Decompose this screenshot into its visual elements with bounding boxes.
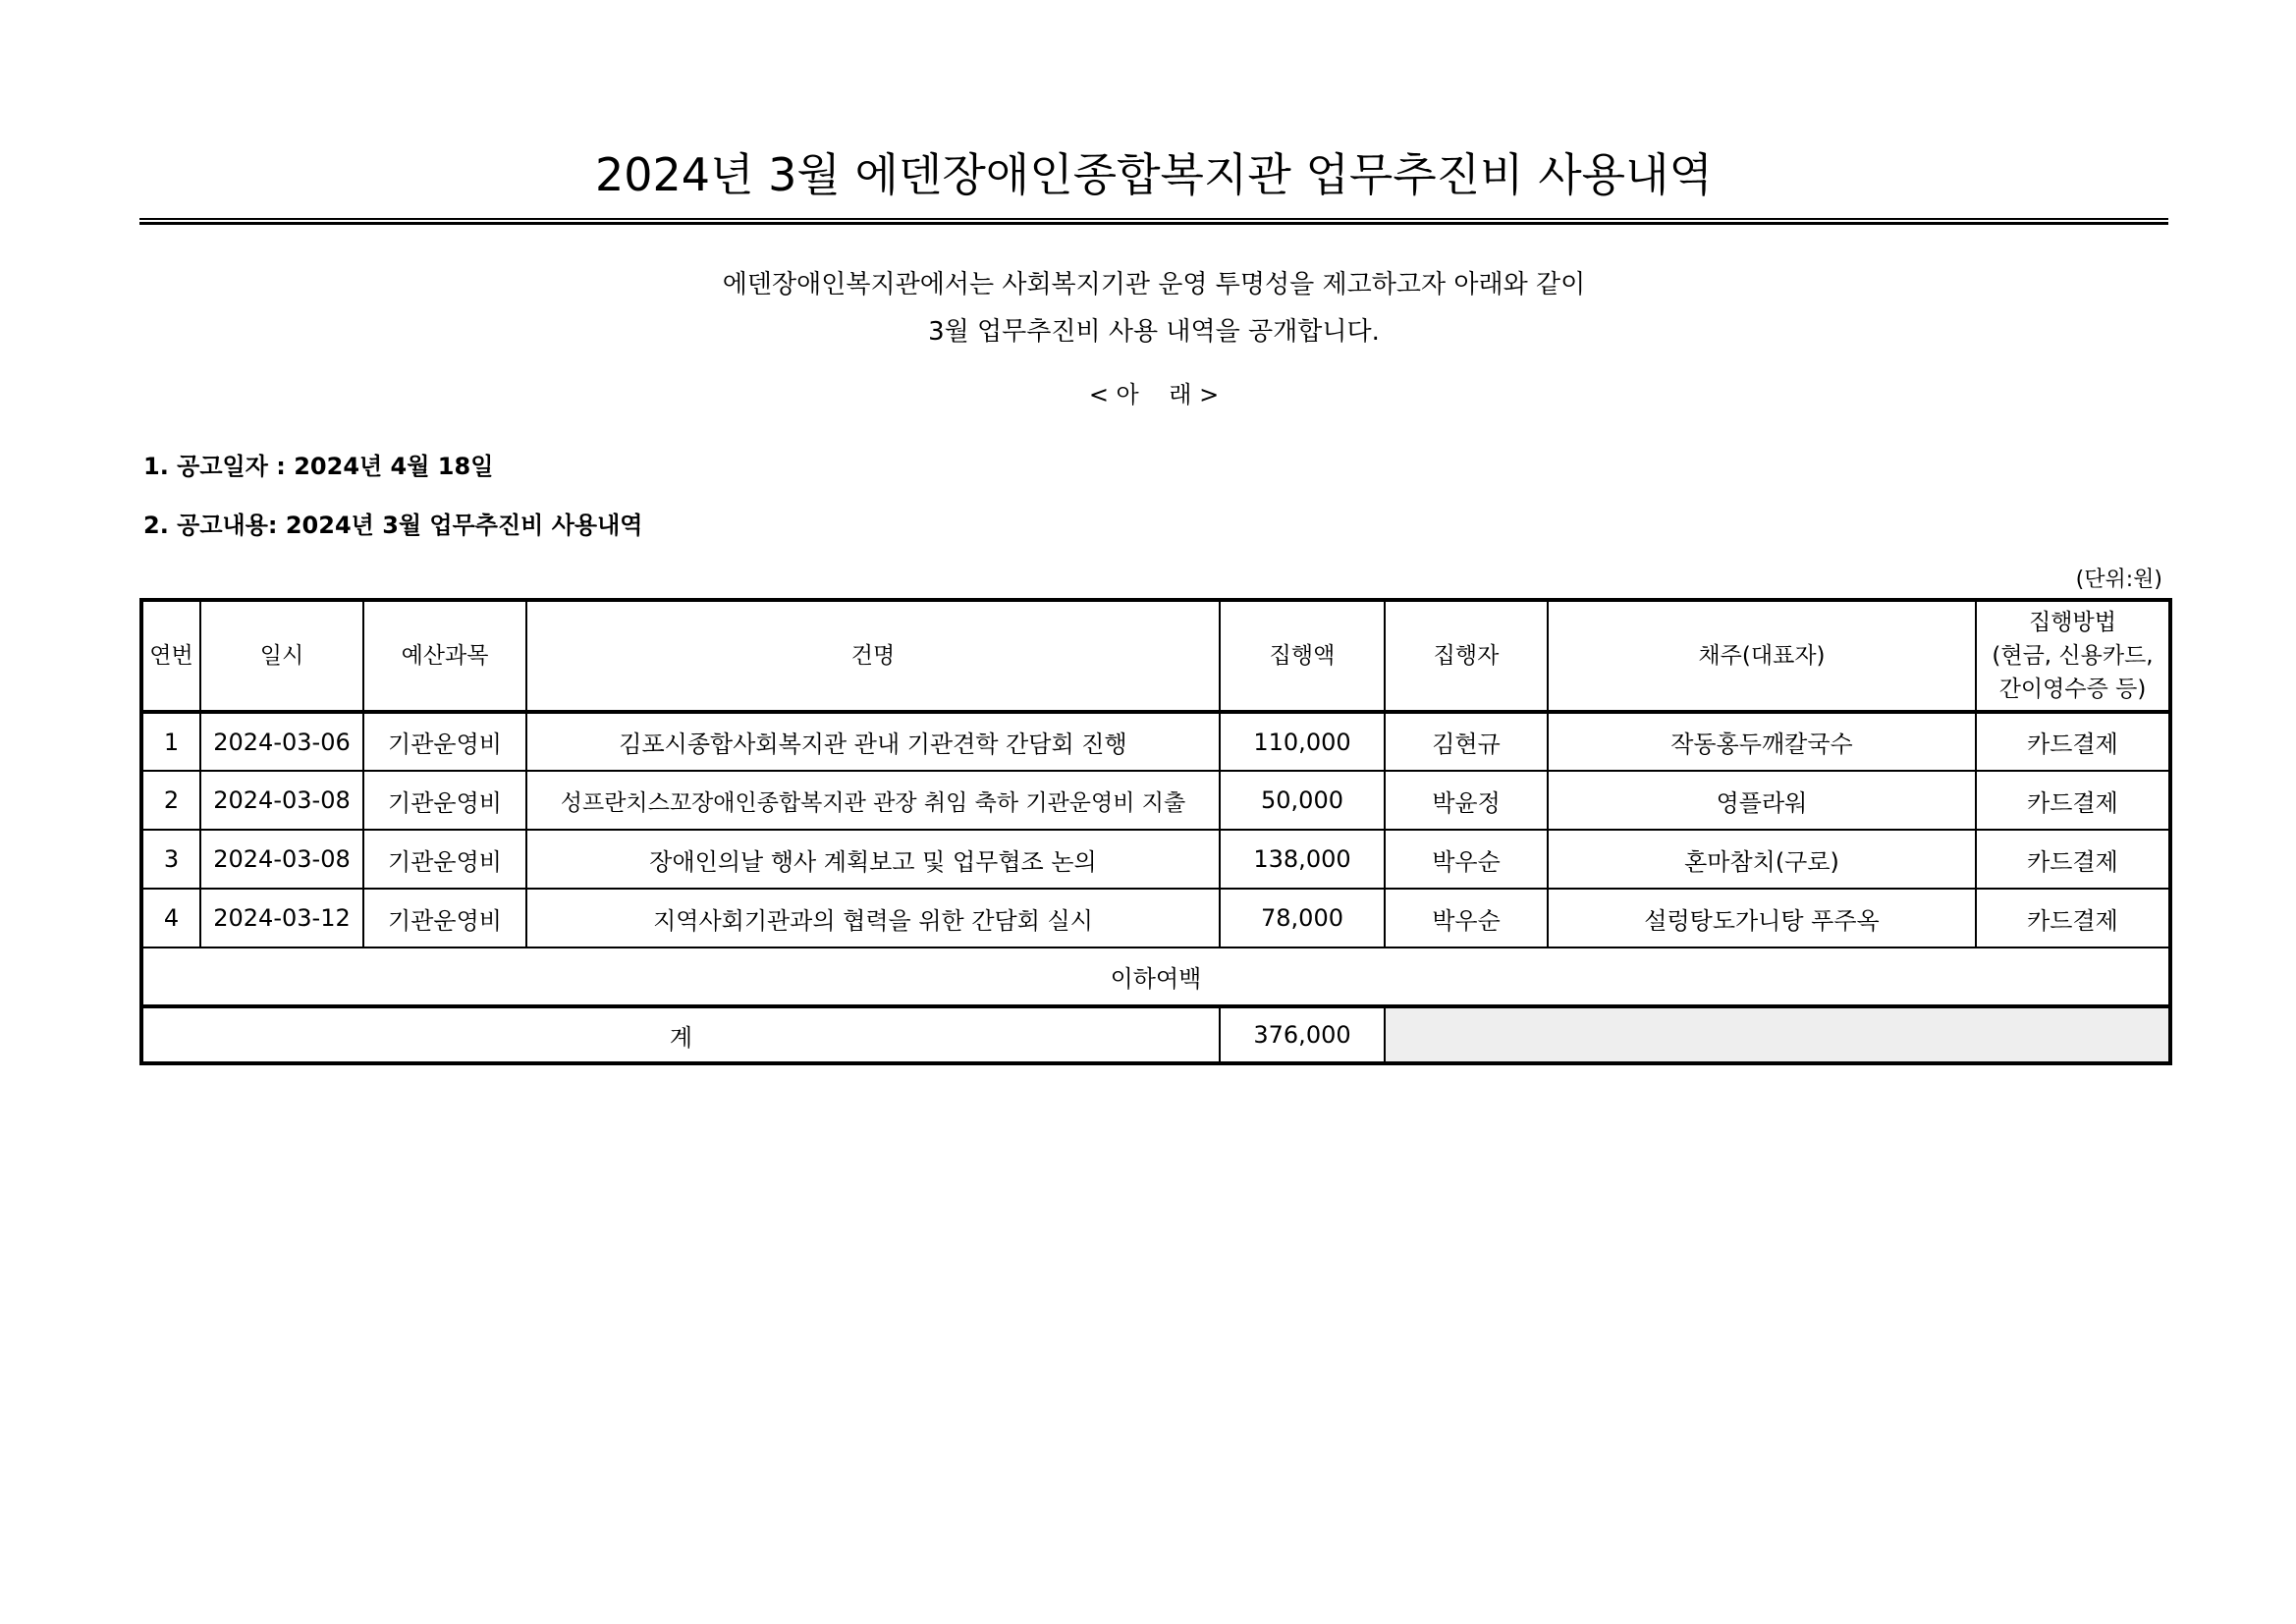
cell-executor: 박우순: [1385, 830, 1548, 889]
intro-line-1: 에덴장애인복지관에서는 사회복지기관 운영 투명성을 제고하고자 아래와 같이: [722, 270, 1586, 299]
header-budget: 예산과목: [363, 600, 526, 712]
header-payee: 채주(대표자): [1548, 600, 1976, 712]
table-header-row: [141, 600, 2170, 712]
header-amount: 집행액: [1220, 600, 1385, 712]
cell-budget: 기관운영비: [363, 771, 526, 830]
cell-payee: 혼마참치(구로): [1548, 830, 1976, 889]
cell-method: 카드결제: [1976, 830, 2170, 889]
cell-executor: 박우순: [1385, 889, 1548, 947]
cell-payee: 영플라워: [1548, 771, 1976, 830]
cell-amount: 110,000: [1220, 712, 1385, 771]
cell-method: 카드결제: [1976, 889, 2170, 947]
table-row: [141, 889, 2170, 947]
intro-line-2: 3월 업무추진비 사용 내역을 공개합니다.: [928, 317, 1380, 347]
header-no: 연번: [141, 600, 200, 712]
cell-amount: 50,000: [1220, 771, 1385, 830]
unit-note: (단위:원): [2075, 568, 2162, 592]
cell-date: 2024-03-08: [200, 830, 363, 889]
notice-date-item: 1. 공고일자 : 2024년 4월 18일: [143, 453, 494, 480]
title-double-rule: [139, 218, 2168, 225]
cell-date: 2024-03-06: [200, 712, 363, 771]
notice-content-item: 2. 공고내용: 2024년 3월 업무추진비 사용내역: [143, 512, 643, 539]
cell-payee: 설렁탕도가니탕 푸주옥: [1548, 889, 1976, 947]
expense-table: [139, 598, 2172, 1065]
cell-amount: 78,000: [1220, 889, 1385, 947]
cell-date: 2024-03-12: [200, 889, 363, 947]
table-row: [141, 712, 2170, 771]
header-method-line-1: 집행방법: [2029, 610, 2116, 635]
cell-date: 2024-03-08: [200, 771, 363, 830]
cell-no: 1: [141, 712, 200, 771]
total-label: 계: [141, 1006, 1220, 1063]
blank-note-row: [141, 947, 2170, 1006]
cell-budget: 기관운영비: [363, 889, 526, 947]
blank-note-cell: 이하여백: [141, 947, 2170, 1006]
header-date: 일시: [200, 600, 363, 712]
total-row: [141, 1006, 2170, 1063]
cell-subject: 지역사회기관과의 협력을 위한 간담회 실시: [526, 889, 1220, 947]
total-shaded-cell: [1385, 1006, 2170, 1063]
cell-executor: 박윤정: [1385, 771, 1548, 830]
notice-label: < 아 래 >: [1088, 381, 1220, 408]
cell-budget: 기관운영비: [363, 830, 526, 889]
header-subject: 건명: [526, 600, 1220, 712]
cell-executor: 김현규: [1385, 712, 1548, 771]
table-row: [141, 771, 2170, 830]
header-method-line-2: (현금, 신용카드,: [1992, 643, 2154, 669]
document-title: 2024년 3월 에덴장애인종합복지관 업무추진비 사용내역: [595, 148, 1713, 201]
total-amount: 376,000: [1220, 1006, 1385, 1063]
header-method: [1976, 600, 2170, 712]
cell-subject: 성프란치스꼬장애인종합복지관 관장 취임 축하 기관운영비 지출: [526, 771, 1220, 830]
cell-method: 카드결제: [1976, 771, 2170, 830]
header-executor: 집행자: [1385, 600, 1548, 712]
cell-payee: 작동홍두깨칼국수: [1548, 712, 1976, 771]
cell-no: 3: [141, 830, 200, 889]
cell-no: 2: [141, 771, 200, 830]
intro-paragraph: [139, 261, 2168, 355]
cell-amount: 138,000: [1220, 830, 1385, 889]
header-method-line-3: 간이영수증 등): [1998, 677, 2147, 702]
cell-method: 카드결제: [1976, 712, 2170, 771]
cell-subject: 김포시종합사회복지관 관내 기관견학 간담회 진행: [526, 712, 1220, 771]
cell-subject: 장애인의날 행사 계획보고 및 업무협조 논의: [526, 830, 1220, 889]
table-row: [141, 830, 2170, 889]
cell-budget: 기관운영비: [363, 712, 526, 771]
cell-no: 4: [141, 889, 200, 947]
